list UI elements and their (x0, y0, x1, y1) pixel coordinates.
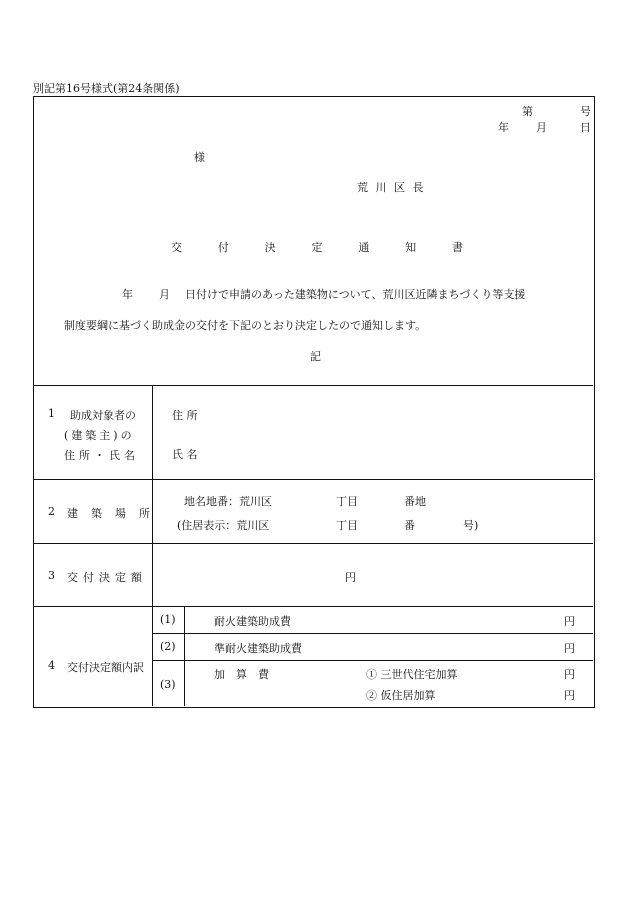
label-column-divider (152, 385, 153, 706)
title-char: 書 (451, 241, 463, 254)
row3-number: 3 (48, 569, 55, 582)
item3-sub2-label: ② 仮住居加算 (366, 689, 436, 702)
item2-no: (2) (160, 640, 176, 653)
title-char: 付 (217, 241, 229, 254)
address-label: 住 所 (172, 409, 198, 422)
row1-number: 1 (48, 407, 55, 420)
row2-label: 建築場所 (67, 507, 163, 520)
row-divider (34, 543, 593, 544)
date-year: 年 (498, 121, 509, 134)
chome-1: 丁目 (336, 495, 358, 508)
item2-yen: 円 (564, 642, 575, 655)
item3-no: (3) (160, 678, 176, 691)
row1-label-text: (建築主)の (64, 429, 135, 442)
jukyo-prefix: (住居表示：荒川区 (177, 519, 270, 532)
document-title (171, 239, 463, 255)
recipient-suffix: 様 (194, 151, 205, 164)
row4-label: 交付決定額内訳 (67, 661, 144, 674)
title-char: 通 (358, 241, 370, 254)
row2-number: 2 (48, 505, 55, 518)
date-month: 月 (536, 121, 547, 134)
notice-frame (33, 96, 595, 708)
chiban-prefix: 地名地番：荒川区 (184, 495, 272, 508)
body-line-2: 制度要綱に基づく助成金の交付を下記のとおり決定したので通知します。 (64, 319, 427, 332)
row1-label-text: 助成対象者の (70, 409, 136, 422)
number-column-divider (184, 606, 185, 706)
date-day: 日 (580, 121, 591, 134)
row4-number: 4 (48, 659, 55, 672)
title-char: 決 (264, 241, 276, 254)
issuer: 荒 川 区 長 (357, 181, 426, 194)
title-char: 定 (311, 241, 323, 254)
row-divider (34, 479, 593, 480)
item3-sub1-yen: 円 (564, 668, 575, 681)
item3-sub2-yen: 円 (564, 689, 575, 702)
body-year: 年 (122, 288, 133, 301)
go: 号) (463, 519, 479, 532)
item1-label: 耐火建築助成費 (214, 615, 291, 628)
subrow-divider (152, 660, 593, 661)
body-month: 月 (159, 288, 170, 301)
row-divider (34, 606, 593, 607)
row3-yen: 円 (345, 571, 356, 584)
title-char: 知 (405, 241, 417, 254)
form-reference: 別記第16号様式(第24条関係) (33, 82, 180, 95)
body-line-1: 日付けで申請のあった建築物について、荒川区近隣まちづくり等支援 (185, 288, 526, 301)
row3-label: 交付決定額 (67, 571, 147, 584)
banchi: 番地 (404, 495, 426, 508)
subrow-divider (152, 633, 593, 634)
item2-label: 準耐火建築助成費 (214, 642, 302, 655)
item3-label: 加 算 費 (214, 668, 269, 681)
ban: 番 (404, 519, 415, 532)
name-label: 氏 名 (172, 448, 198, 461)
row1-label-text: 住所・氏名 (64, 449, 139, 462)
ki-label: 記 (310, 350, 321, 363)
title-char: 交 (171, 241, 182, 254)
row1-label-line1 (70, 407, 146, 423)
item1-yen: 円 (564, 615, 575, 628)
item3-sub1-label: ① 三世代住宅加算 (366, 668, 458, 681)
table-top-line (34, 385, 593, 386)
row1-label-line2 (64, 427, 146, 443)
row1-label-line3 (64, 447, 146, 463)
number-go: 号 (580, 105, 591, 118)
chome-2: 丁目 (336, 519, 358, 532)
item1-no: (1) (160, 613, 176, 626)
number-dai: 第 (522, 105, 533, 118)
